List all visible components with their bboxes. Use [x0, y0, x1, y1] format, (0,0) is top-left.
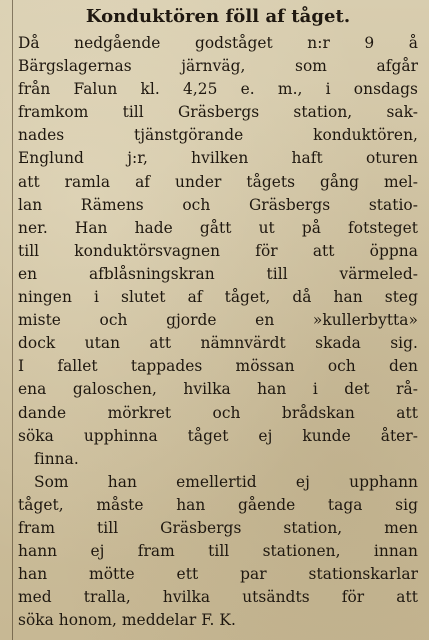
text-line: dock utan att nämnvärdt skada sig.: [18, 334, 418, 353]
text-line: ena galoschen, hvilka han i det rå-: [18, 380, 418, 399]
text-line: han mötte ett par stationskarlar: [18, 565, 418, 584]
text-line: tåget, måste han gående taga sig: [18, 495, 418, 514]
text-line: fram till Gräsbergs station, men: [18, 518, 418, 537]
text-line: dande mörkret och brådskan att: [18, 403, 418, 422]
paragraph-1: [18, 32, 418, 471]
paragraph-2: [18, 471, 418, 633]
headline: Konduktören föll af tåget.: [85, 6, 351, 27]
text-line: ningen i slutet af tåget, då han steg: [18, 288, 418, 307]
text-line: hann ej fram till stationen, innan: [18, 542, 418, 561]
column-rule: [12, 0, 13, 640]
text-line: med tralla, hvilka utsändts för att: [18, 588, 418, 607]
text-line: söka upphinna tåget ej kunde åter-: [18, 426, 418, 445]
text-line: från Falun kl. 4,25 e. m., i onsdags: [18, 80, 418, 99]
text-line: Som han emellertid ej upphann: [34, 472, 418, 491]
text-line: framkom till Gräsbergs station, sak-: [18, 103, 418, 122]
text-line: ner. Han hade gått ut på fotsteget: [18, 218, 418, 237]
text-line: en afblåsningskran till värmeled-: [18, 264, 418, 283]
text-line: Englund j:r, hvilken haft oturen: [18, 149, 418, 168]
text-line: söka honom, meddelar F. K.: [18, 611, 236, 630]
text-line: miste och gjorde en »kullerbytta»: [18, 311, 418, 330]
text-line: finna.: [34, 449, 79, 468]
text-line: lan Rämens och Gräsbergs statio-: [18, 195, 418, 214]
text-line: att ramla af under tågets gång mel-: [18, 172, 418, 191]
text-line: I fallet tappades mössan och den: [18, 357, 418, 376]
text-line: nades tjänstgörande konduktören,: [18, 126, 418, 145]
text-line: Bärgslagernas järnväg, som afgår: [18, 57, 418, 76]
text-line: Då nedgående godståget n:r 9 å: [18, 34, 418, 52]
text-line: till konduktörsvagnen för att öppna: [18, 241, 418, 260]
article: [18, 6, 418, 632]
